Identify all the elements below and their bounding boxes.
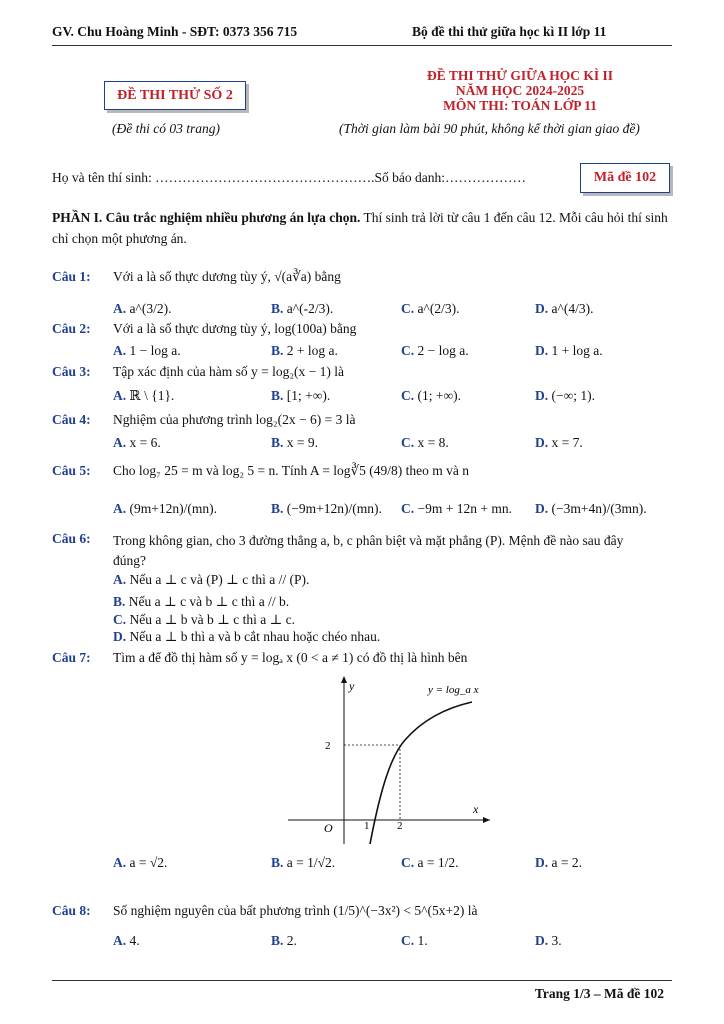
pages-note: (Đề thi có 03 trang) xyxy=(112,121,220,136)
option: C. 1. xyxy=(401,933,428,948)
header-series: Bộ đề thi thử giữa học kì II lớp 11 xyxy=(412,24,607,39)
header-author: GV. Chu Hoàng Minh - SĐT: 0373 356 715 xyxy=(52,24,298,39)
question-text: Trong không gian, cho 3 đường thẳng a, b, c phân biệt và mặt phẳng (P). Mệnh đề nào sau đây đúng? xyxy=(113,533,624,568)
option: C. a = 1/2. xyxy=(401,855,459,870)
option: D. 1 + log a. xyxy=(535,343,603,358)
option: D. x = 7. xyxy=(535,435,583,450)
option: B. 2 + log a. xyxy=(271,343,338,358)
option: B. a^(-2/3). xyxy=(271,301,334,316)
page-footer: Trang 1/3 – Mã đề 102 xyxy=(534,986,664,1001)
option: D. (−∞; 1). xyxy=(535,388,595,403)
option: D. a = 2. xyxy=(535,855,582,870)
title-line2: NĂM HỌC 2024-2025 xyxy=(455,83,585,98)
part1-instructions xyxy=(52,207,677,249)
log-curve xyxy=(370,702,472,844)
option: C. 2 − log a. xyxy=(401,343,469,358)
option: D. 3. xyxy=(535,933,562,948)
x-tick-2: 2 xyxy=(397,820,403,832)
question-label: Câu 6: xyxy=(52,531,91,546)
option: A. (9m+12n)/(mn). xyxy=(113,501,217,516)
option: A. ℝ \ {1}. xyxy=(113,388,175,403)
part1-desc: Thí sinh trả lời từ câu 1 đến câu 12. Mỗi câu hỏi thí sinh chỉ chọn một phương án. xyxy=(52,210,668,246)
curve-label: y = log_a x xyxy=(428,684,479,696)
option: D. a^(4/3). xyxy=(535,301,594,316)
option: C. Nếu a ⊥ b và b ⊥ c thì a ⊥ c. xyxy=(113,612,296,627)
log-graph xyxy=(280,672,500,847)
question-label: Câu 1: xyxy=(52,269,91,284)
question-text: Nghiệm của phương trình log₂(2x − 6) = 3 là xyxy=(113,412,356,427)
question-text: Tìm a để đồ thị hàm số y = logₐ x (0 < a ≠ 1) có đồ thị là hình bên xyxy=(113,650,468,665)
option: C. x = 8. xyxy=(401,435,449,450)
option: A. a = √2. xyxy=(113,855,168,870)
option: C. a^(2/3). xyxy=(401,301,460,316)
option: A. Nếu a ⊥ c và (P) ⊥ c thì a // (P). xyxy=(113,572,310,587)
question-label: Câu 4: xyxy=(52,412,91,427)
option: B. (−9m+12n)/(mn). xyxy=(271,501,382,516)
option: C. −9m + 12n + mn. xyxy=(401,501,512,516)
y-axis-arrow xyxy=(341,676,347,683)
title-line1: ĐỀ THI THỬ GIỮA HỌC KÌ II xyxy=(426,68,614,83)
exam-code-box: Mã đề 102 xyxy=(580,163,670,193)
option: D. Nếu a ⊥ b thì a và b cắt nhau hoặc chéo nhau. xyxy=(113,629,381,644)
option: A. 4. xyxy=(113,933,140,948)
option: A. x = 6. xyxy=(113,435,161,450)
x-axis-arrow xyxy=(483,817,490,823)
part1-title: PHẦN I. Câu trắc nghiệm nhiều phương án lựa chọn. xyxy=(52,210,361,225)
question-text: Số nghiệm nguyên của bất phương trình (1/5)^(−3x²) < 5^(5x+2) là xyxy=(113,903,478,918)
option: A. 1 − log a. xyxy=(113,343,181,358)
footer-rule xyxy=(52,980,672,981)
time-note: (Thời gian làm bài 90 phút, không kể thời gian giao đề) xyxy=(339,121,640,136)
y-axis-label: y xyxy=(349,679,355,693)
title-line3: MÔN THI: TOÁN LỚP 11 xyxy=(443,98,597,113)
option: B. 2. xyxy=(271,933,297,948)
exam-number-box: ĐỀ THI THỬ SỐ 2 xyxy=(104,81,246,110)
option: B. x = 9. xyxy=(271,435,319,450)
option: B. Nếu a ⊥ c và b ⊥ c thì a // b. xyxy=(113,594,290,609)
question-text: Cho log₇ 25 = m và log₂ 5 = n. Tính A = log∛5 (49/8) theo m và n xyxy=(113,463,469,478)
question-label: Câu 3: xyxy=(52,364,91,379)
question-text: Tập xác định của hàm số y = log₂(x − 1) là xyxy=(113,364,344,379)
x-axis-label: x xyxy=(473,802,479,816)
option: B. a = 1/√2. xyxy=(271,855,336,870)
question-text: Với a là số thực dương tùy ý, √(a∛a) bằng xyxy=(113,269,341,284)
question-label: Câu 2: xyxy=(52,321,91,336)
header-rule xyxy=(52,45,672,46)
y-tick-2: 2 xyxy=(325,740,331,752)
student-info-line: Họ và tên thí sinh: ………………………………………….Số báo danh:……………… xyxy=(52,170,526,185)
origin-label: O xyxy=(324,821,333,835)
option: C. (1; +∞). xyxy=(401,388,461,403)
question-text: Với a là số thực dương tùy ý, log(100a) bằng xyxy=(113,321,357,336)
option: D. (−3m+4n)/(3mn). xyxy=(535,501,647,516)
option: A. a^(3/2). xyxy=(113,301,172,316)
x-tick-1: 1 xyxy=(364,820,370,832)
question-label: Câu 7: xyxy=(52,650,91,665)
question-label: Câu 8: xyxy=(52,903,91,918)
exam-title xyxy=(380,68,660,113)
question-label: Câu 5: xyxy=(52,463,91,478)
option: B. [1; +∞). xyxy=(271,388,331,403)
